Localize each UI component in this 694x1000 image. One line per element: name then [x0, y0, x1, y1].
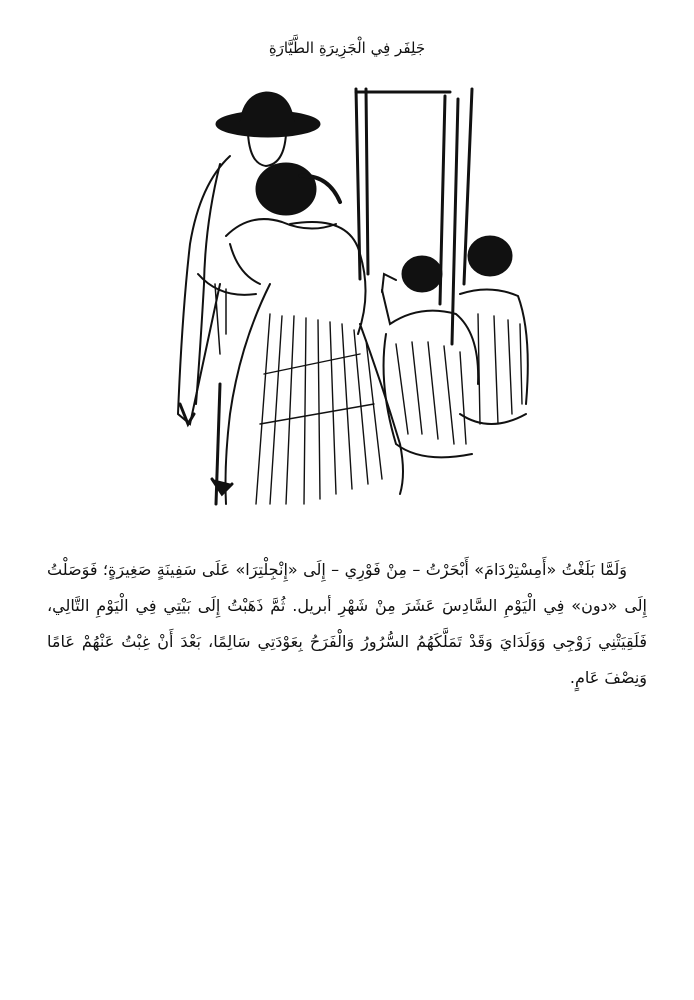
- child-one: [382, 256, 478, 457]
- page-title: جَلِفَر فِي الْجَزِيرَةِ الطَّيَّارَةِ: [268, 39, 426, 57]
- man-coat: [178, 156, 256, 424]
- woman-head: [256, 163, 340, 215]
- man-legs: [212, 384, 232, 504]
- woman-skirt: [256, 314, 382, 504]
- man-hat: [216, 92, 320, 137]
- child-two: [460, 236, 528, 424]
- woman-body: [226, 219, 404, 504]
- door-frame: [356, 89, 472, 344]
- man-face: [248, 134, 286, 166]
- story-paragraph: وَلَمَّا بَلَغْتُ «أَمِسْتِرْدَامَ» أَبْحَرْتُ – مِنْ فَوْرِي – إِلَى «إِنْجِلْتِرَا» عَلَى سَفِينَةٍ صَغِيرَةٍ؛ فَوَصَلْتُ إِلَى «دون» فِي الْيَوْمِ السَّادِسَ عَشَرَ مِنْ شَهْرِ أبريل. ثُمَّ ذَهَبْتُ إِلَى بَيْتِي فِي الْيَوْمِ التَّالِي، فَلَقِيَتْنِي زَوْجِي وَوَلَدَايَ وَقَدْ تَمَلَّكَهُمُ السُّرُورُ وَالْفَرَحُ بِعَوْدَتِي سَالِمًا، بَعْدَ أَنْ غِبْتُ عَنْهُمْ عَامًا وَنِصْفَ عَامٍ.: [47, 560, 647, 687]
- family-reunion-illustration: [160, 84, 540, 514]
